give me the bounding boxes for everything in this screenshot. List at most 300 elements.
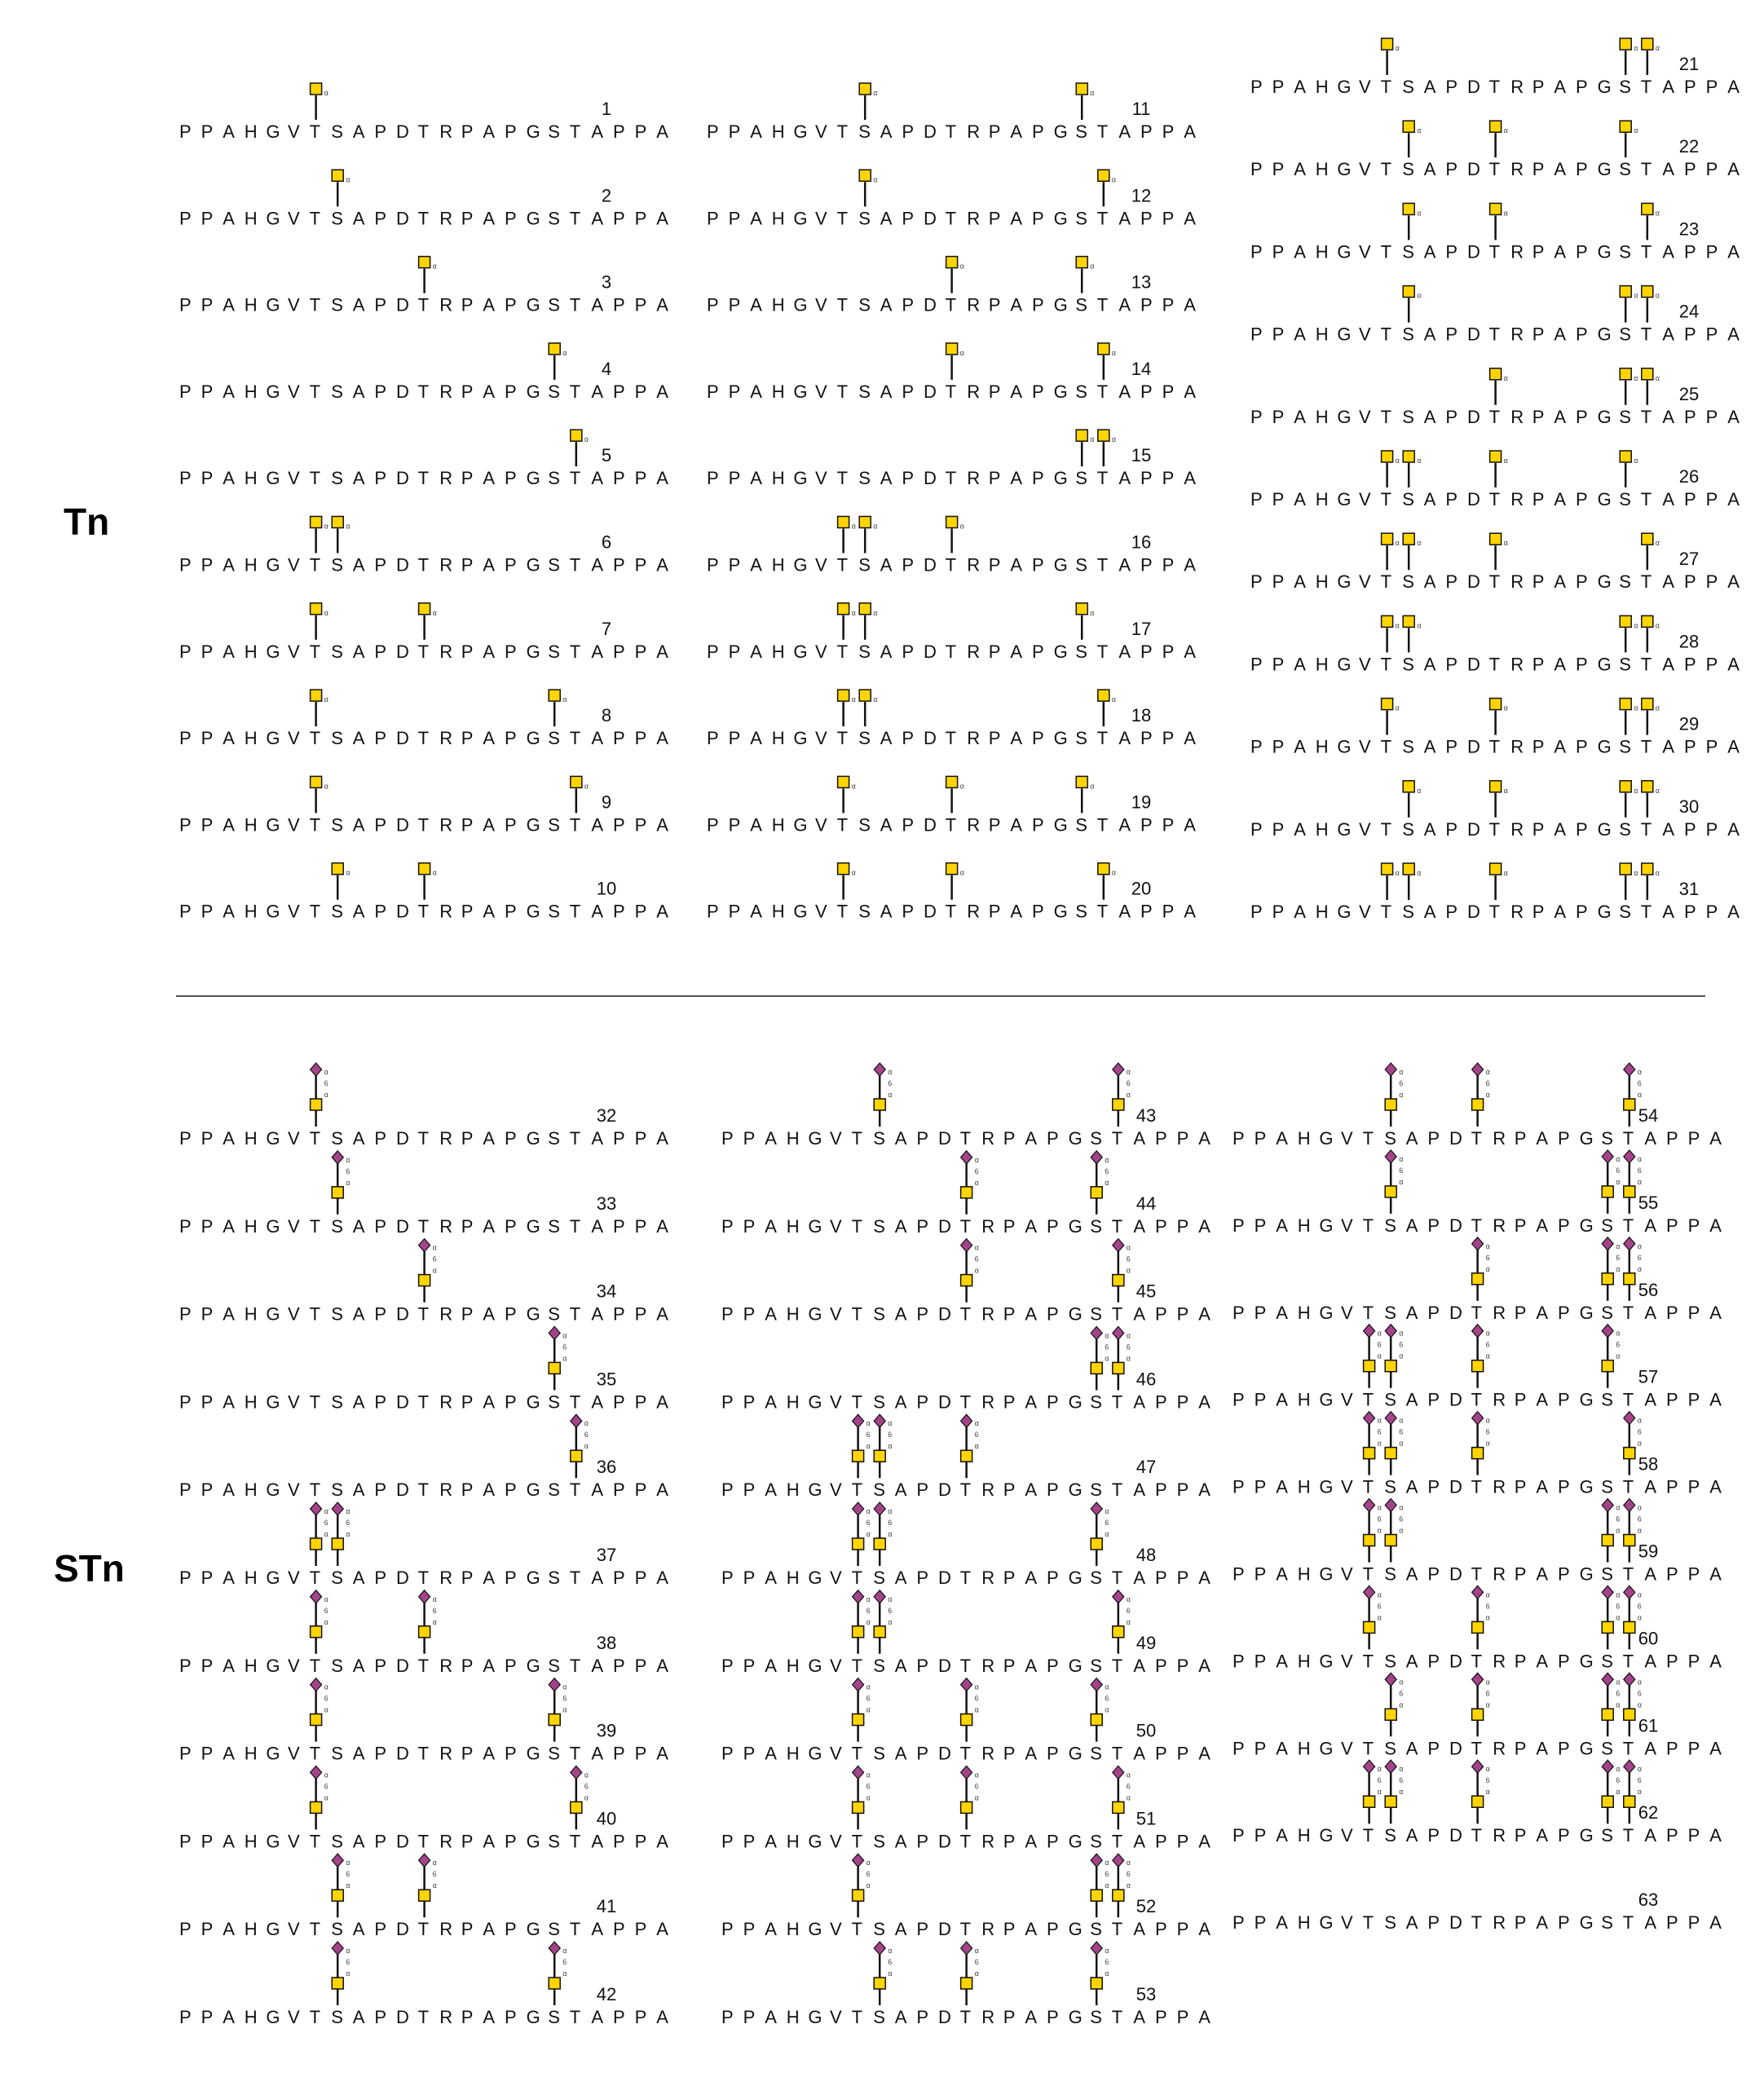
- tn-glycan-icon: [1620, 121, 1638, 157]
- svg-text:α: α: [346, 522, 351, 531]
- peptide-sequence: PPAHGVTSAPDTRPAPGSTAPPA: [179, 1655, 668, 1676]
- tn-glycan-icon: [571, 430, 589, 466]
- svg-text:6: 6: [1616, 1776, 1621, 1785]
- svg-text:α: α: [1637, 1678, 1643, 1687]
- peptide-number: 27: [1678, 549, 1700, 570]
- svg-text:6: 6: [1485, 1253, 1490, 1262]
- svg-text:6: 6: [1105, 1343, 1109, 1352]
- peptide-sequence: PPAHGVTSAPDTRPAPGSTAPPA: [721, 1831, 1211, 1852]
- peptide-23: [1250, 203, 1740, 262]
- tn-glycan-icon: [1403, 203, 1421, 240]
- svg-text:α: α: [324, 1594, 329, 1603]
- peptide-sequence: PPAHGVTSAPDTRPAPGSTAPPA: [179, 1479, 668, 1501]
- svg-text:α: α: [562, 1331, 567, 1340]
- peptide-10: [179, 863, 668, 922]
- peptide-number: 1: [601, 99, 612, 119]
- svg-text:α: α: [1655, 869, 1660, 877]
- tn-glycan-icon: [1382, 863, 1400, 900]
- svg-text:α: α: [1399, 1439, 1404, 1448]
- svg-text:6: 6: [1126, 1255, 1131, 1263]
- peptide-sequence: PPAHGVTSAPDTRPAPGSTAPPA: [707, 208, 1196, 229]
- peptide-number: 17: [1131, 618, 1152, 639]
- peptide-number: 54: [1638, 1105, 1659, 1126]
- svg-text:α: α: [959, 262, 964, 271]
- svg-text:α: α: [1090, 608, 1095, 617]
- peptide-number: 34: [596, 1281, 617, 1302]
- peptide-sequence: PPAHGVTSAPDTRPAPGSTAPPA: [179, 1303, 668, 1325]
- svg-text:α: α: [1616, 1264, 1621, 1273]
- svg-text:α: α: [1637, 1177, 1643, 1186]
- peptide-number: 3: [601, 271, 612, 293]
- svg-text:α: α: [432, 868, 437, 877]
- peptide-61: [1233, 1673, 1722, 1758]
- peptide-20: [707, 863, 1196, 922]
- peptide-sequence: PPAHGVTSAPDTRPAPGSTAPPA: [707, 294, 1196, 315]
- peptide-59: [1233, 1499, 1722, 1585]
- svg-text:6: 6: [1399, 1776, 1404, 1785]
- tn-glycan-icon: [946, 776, 964, 813]
- svg-text:α: α: [1377, 1329, 1382, 1338]
- svg-text:α: α: [888, 1442, 893, 1451]
- tn-glycan-icon: [838, 776, 856, 813]
- peptide-sequence: PPAHGVTSAPDTRPAPGSTAPPA: [179, 121, 668, 142]
- tn-glycan-icon: [311, 690, 329, 726]
- stn-glycan-icon: [853, 1590, 871, 1654]
- svg-text:6: 6: [1637, 1079, 1642, 1087]
- peptide-sequence: PPAHGVTSAPDTRPAPGSTAPPA: [721, 1391, 1211, 1413]
- stn-glycan-icon: [311, 1678, 329, 1742]
- svg-text:α: α: [1105, 1947, 1109, 1955]
- svg-text:6: 6: [1616, 1602, 1621, 1611]
- svg-text:α: α: [974, 1705, 979, 1714]
- svg-text:α: α: [1399, 1678, 1404, 1687]
- svg-text:α: α: [873, 608, 878, 617]
- svg-text:α: α: [1485, 1788, 1490, 1797]
- peptide-38: [179, 1590, 668, 1676]
- peptide-sequence: PPAHGVTSAPDTRPAPGSTAPPA: [179, 641, 668, 662]
- peptide-number: 45: [1136, 1281, 1157, 1302]
- peptide-number: 20: [1131, 878, 1152, 899]
- svg-text:α: α: [324, 782, 329, 791]
- tn-glycan-icon: [859, 517, 877, 553]
- peptide-50: [721, 1678, 1211, 1764]
- svg-text:α: α: [324, 608, 329, 617]
- peptide-sequence: PPAHGVTSAPDTRPAPGSTAPPA: [179, 901, 668, 922]
- peptide-number: 25: [1678, 383, 1700, 404]
- stn-glycan-icon: [961, 1766, 979, 1829]
- tn-glycan-icon: [419, 257, 437, 293]
- peptide-sequence: PPAHGVTSAPDTRPAPGSTAPPA: [179, 1831, 668, 1852]
- peptide-number: 7: [601, 618, 612, 639]
- tn-glycan-icon: [1403, 533, 1421, 570]
- svg-text:α: α: [346, 1178, 351, 1187]
- peptide-29: [1250, 699, 1740, 757]
- svg-text:6: 6: [1126, 1079, 1131, 1087]
- stn-glycan-icon: [419, 1239, 437, 1303]
- tn-glycan-icon: [1403, 863, 1421, 900]
- svg-text:α: α: [1485, 1765, 1490, 1774]
- svg-text:6: 6: [432, 1870, 437, 1879]
- stn-glycan-icon: [1364, 1585, 1382, 1649]
- tn-glycan-icon: [1382, 451, 1400, 487]
- tn-glycan-icon: [1098, 863, 1116, 900]
- svg-text:α: α: [974, 1155, 979, 1164]
- svg-text:6: 6: [1637, 1602, 1642, 1611]
- tn-glycan-icon: [1642, 286, 1660, 323]
- svg-text:6: 6: [562, 1343, 567, 1352]
- stn-glycan-icon: [853, 1766, 871, 1829]
- peptide-44: [721, 1151, 1211, 1237]
- stn-glycan-icon: [1385, 1412, 1403, 1475]
- svg-text:α: α: [1616, 1177, 1621, 1186]
- svg-text:α: α: [584, 1442, 589, 1451]
- peptide-46: [721, 1326, 1211, 1412]
- svg-text:α: α: [1105, 1859, 1109, 1868]
- svg-text:α: α: [584, 435, 589, 444]
- svg-text:6: 6: [1126, 1870, 1131, 1879]
- svg-text:α: α: [873, 695, 878, 704]
- stn-glycan-icon: [1364, 1760, 1382, 1823]
- stn-glycan-icon: [1091, 1151, 1109, 1215]
- svg-text:α: α: [432, 1243, 437, 1252]
- peptide-sequence: PPAHGVTSAPDTRPAPGSTAPPA: [721, 1479, 1211, 1501]
- peptide-sequence: PPAHGVTSAPDTRPAPGSTAPPA: [1233, 1738, 1722, 1759]
- stn-glycan-icon: [1091, 1502, 1109, 1566]
- svg-text:α: α: [1637, 1154, 1643, 1163]
- svg-text:α: α: [851, 608, 856, 617]
- svg-text:α: α: [866, 1442, 871, 1451]
- peptide-56: [1233, 1237, 1722, 1323]
- tn-glycan-icon: [1403, 286, 1421, 323]
- svg-text:α: α: [346, 1530, 351, 1538]
- svg-text:α: α: [1634, 373, 1638, 382]
- peptide-number: 37: [596, 1545, 617, 1565]
- svg-text:α: α: [432, 1881, 437, 1890]
- tn-glycan-icon: [1642, 615, 1660, 652]
- svg-text:α: α: [1616, 1526, 1621, 1535]
- svg-text:α: α: [1126, 1771, 1131, 1779]
- tn-glycan-icon: [1076, 603, 1094, 640]
- peptide-55: [1233, 1150, 1722, 1236]
- svg-text:6: 6: [1485, 1776, 1490, 1785]
- svg-text:α: α: [888, 1507, 893, 1515]
- svg-text:α: α: [346, 1155, 351, 1164]
- svg-text:α: α: [1655, 209, 1660, 218]
- svg-text:α: α: [974, 1793, 979, 1802]
- svg-text:6: 6: [562, 1694, 567, 1703]
- svg-text:6: 6: [1399, 1166, 1404, 1175]
- svg-text:6: 6: [324, 1519, 329, 1527]
- svg-text:6: 6: [974, 1958, 979, 1966]
- peptide-number: 48: [1136, 1545, 1157, 1565]
- svg-text:α: α: [1637, 1091, 1643, 1099]
- tn-glycan-icon: [419, 863, 437, 900]
- svg-text:6: 6: [1399, 1515, 1404, 1524]
- stn-glycan-icon: [332, 1502, 350, 1566]
- peptide-number: 61: [1638, 1715, 1659, 1736]
- peptide-21: [1250, 38, 1740, 97]
- tn-glycan-icon: [419, 603, 437, 640]
- peptide-sequence: PPAHGVTSAPDTRPAPGSTAPPA: [1233, 1563, 1722, 1585]
- svg-text:α: α: [1126, 1594, 1131, 1603]
- peptide-number: 23: [1678, 218, 1700, 240]
- svg-text:α: α: [1377, 1439, 1382, 1448]
- svg-text:α: α: [324, 1705, 329, 1714]
- svg-text:α: α: [1377, 1788, 1382, 1797]
- svg-text:α: α: [1637, 1503, 1643, 1512]
- tn-glycan-icon: [1382, 38, 1400, 75]
- svg-text:α: α: [1616, 1352, 1621, 1360]
- peptide-13: [707, 257, 1196, 315]
- peptide-number: 14: [1131, 358, 1152, 379]
- svg-text:α: α: [584, 1771, 589, 1779]
- peptide-sequence: PPAHGVTSAPDTRPAPGSTAPPA: [721, 1303, 1211, 1325]
- peptide-11: [707, 83, 1196, 142]
- tn-glycan-icon: [946, 517, 964, 553]
- tn-glycan-icon: [332, 170, 350, 206]
- svg-text:α: α: [346, 868, 351, 877]
- svg-text:α: α: [1637, 1526, 1643, 1535]
- svg-text:6: 6: [974, 1255, 979, 1263]
- svg-text:α: α: [1485, 1091, 1490, 1099]
- svg-text:α: α: [1399, 1503, 1404, 1512]
- peptide-sequence: PPAHGVTSAPDTRPAPGSTAPPA: [707, 728, 1196, 749]
- svg-text:6: 6: [1377, 1340, 1382, 1349]
- peptide-58: [1233, 1412, 1722, 1497]
- stn-glycan-icon: [311, 1063, 329, 1127]
- peptide-sequence: PPAHGVTSAPDTRPAPGSTAPPA: [179, 1919, 668, 1940]
- peptide-number: 42: [596, 1984, 617, 2004]
- peptide-number: 32: [596, 1105, 617, 1126]
- stn-glycan-icon: [1472, 1412, 1490, 1475]
- peptide-sequence: PPAHGVTSAPDTRPAPGSTAPPA: [1250, 654, 1740, 675]
- svg-text:α: α: [1399, 1352, 1404, 1360]
- svg-text:α: α: [562, 348, 567, 357]
- peptide-34: [179, 1239, 668, 1325]
- svg-text:α: α: [866, 1530, 871, 1538]
- stn-glycan-icon: [961, 1942, 979, 2005]
- svg-text:6: 6: [1126, 1606, 1131, 1615]
- peptide-sequence: PPAHGVTSAPDTRPAPGSTAPPA: [179, 554, 668, 575]
- peptide-sequence: PPAHGVTSAPDTRPAPGSTAPPA: [721, 2007, 1211, 2027]
- peptide-27: [1250, 533, 1740, 592]
- svg-text:6: 6: [974, 1166, 979, 1175]
- svg-text:α: α: [562, 695, 567, 704]
- tn-glycan-icon: [1098, 430, 1116, 466]
- peptide-62: [1233, 1760, 1722, 1845]
- svg-text:α: α: [1395, 703, 1400, 712]
- svg-text:6: 6: [888, 1958, 893, 1966]
- svg-text:α: α: [1655, 703, 1660, 712]
- peptide-number: 5: [601, 445, 612, 466]
- stn-glycan-icon: [1113, 1063, 1131, 1127]
- svg-text:α: α: [1111, 435, 1117, 444]
- peptide-18: [707, 690, 1196, 748]
- peptide-7: [179, 603, 668, 662]
- svg-text:6: 6: [1616, 1340, 1621, 1349]
- svg-text:6: 6: [1377, 1602, 1382, 1611]
- svg-text:α: α: [1090, 782, 1095, 791]
- svg-text:α: α: [1105, 1354, 1109, 1363]
- svg-text:6: 6: [584, 1431, 589, 1440]
- tn-glycan-icon: [1403, 781, 1421, 818]
- svg-text:α: α: [1395, 621, 1400, 630]
- tn-glycan-icon: [1076, 83, 1094, 120]
- svg-text:α: α: [959, 522, 964, 531]
- svg-text:α: α: [1503, 209, 1508, 218]
- stn-glycan-icon: [874, 1502, 892, 1566]
- svg-text:α: α: [1377, 1590, 1382, 1599]
- svg-text:α: α: [1105, 1178, 1109, 1187]
- tn-glycan-icon: [1490, 781, 1508, 818]
- stn-glycan-icon: [1385, 1325, 1403, 1388]
- tn-glycan-icon: [1642, 38, 1660, 75]
- tn-glycan-icon: [946, 863, 964, 900]
- svg-text:α: α: [1105, 1507, 1109, 1515]
- svg-text:6: 6: [1485, 1602, 1490, 1611]
- svg-text:α: α: [1485, 1700, 1490, 1709]
- stn-glycan-icon: [1602, 1585, 1620, 1649]
- tn-glycan-icon: [838, 603, 856, 640]
- svg-text:α: α: [1634, 291, 1638, 300]
- peptide-57: [1233, 1325, 1722, 1410]
- svg-text:α: α: [851, 695, 856, 704]
- svg-text:α: α: [888, 1594, 893, 1603]
- svg-text:6: 6: [888, 1079, 893, 1087]
- peptide-37: [179, 1502, 668, 1588]
- svg-text:6: 6: [432, 1606, 437, 1615]
- svg-text:α: α: [888, 1617, 893, 1626]
- svg-text:6: 6: [1399, 1689, 1404, 1698]
- peptide-number: 30: [1678, 796, 1700, 817]
- svg-text:α: α: [1503, 539, 1508, 548]
- svg-text:α: α: [324, 1068, 329, 1076]
- peptide-41: [179, 1854, 668, 1939]
- svg-text:α: α: [959, 868, 964, 877]
- peptide-1: [179, 83, 668, 142]
- tn-glycan-icon: [946, 343, 964, 380]
- svg-text:6: 6: [1377, 1776, 1382, 1785]
- peptide-49: [721, 1590, 1211, 1676]
- svg-text:α: α: [1090, 262, 1095, 271]
- peptide-9: [179, 776, 668, 835]
- svg-text:6: 6: [1616, 1253, 1621, 1262]
- svg-text:α: α: [1105, 1682, 1109, 1691]
- peptide-number: 29: [1678, 713, 1700, 734]
- svg-text:α: α: [1655, 373, 1660, 382]
- peptide-sequence: PPAHGVTSAPDTRPAPGSTAPPA: [1250, 241, 1740, 262]
- tn-glycan-icon: [571, 776, 589, 813]
- stn-glycan-icon: [961, 1414, 979, 1478]
- svg-text:α: α: [1105, 1331, 1109, 1340]
- svg-text:α: α: [1637, 1700, 1643, 1709]
- svg-text:6: 6: [324, 1606, 329, 1615]
- peptide-number: 60: [1638, 1628, 1659, 1649]
- svg-text:6: 6: [1105, 1870, 1109, 1879]
- svg-text:6: 6: [1637, 1253, 1642, 1262]
- svg-text:α: α: [1503, 869, 1508, 877]
- svg-text:α: α: [432, 262, 437, 271]
- svg-text:α: α: [562, 1682, 567, 1691]
- svg-text:α: α: [1485, 1241, 1490, 1250]
- tn-glycan-icon: [549, 343, 567, 380]
- peptide-number: 19: [1131, 792, 1152, 813]
- peptide-number: 46: [1136, 1369, 1157, 1390]
- svg-text:α: α: [346, 175, 351, 184]
- tn-glycan-icon: [1620, 38, 1638, 75]
- svg-text:α: α: [888, 1969, 893, 1978]
- svg-text:α: α: [1377, 1416, 1382, 1425]
- stn-glycan-icon: [332, 1942, 350, 2005]
- svg-text:α: α: [866, 1771, 871, 1779]
- tn-glycan-icon: [1490, 203, 1508, 240]
- stn-glycan-icon: [311, 1766, 329, 1829]
- svg-text:6: 6: [346, 1870, 351, 1879]
- tn-glycan-icon: [1490, 451, 1508, 487]
- stn-glycan-icon: [1364, 1412, 1382, 1475]
- svg-text:α: α: [584, 1793, 589, 1802]
- stn-glycan-icon: [874, 1063, 892, 1127]
- svg-text:α: α: [1634, 456, 1638, 465]
- peptide-48: [721, 1502, 1211, 1588]
- peptide-sequence: PPAHGVTSAPDTRPAPGSTAPPA: [1250, 77, 1740, 97]
- peptide-15: [707, 430, 1196, 488]
- svg-text:α: α: [1399, 1788, 1404, 1797]
- svg-text:6: 6: [866, 1870, 871, 1879]
- peptide-number: 13: [1131, 271, 1152, 293]
- peptide-sequence: PPAHGVTSAPDTRPAPGSTAPPA: [179, 381, 668, 402]
- svg-text:α: α: [959, 348, 964, 357]
- peptide-number: 41: [596, 1896, 617, 1917]
- peptide-sequence: PPAHGVTSAPDTRPAPGSTAPPA: [179, 1743, 668, 1764]
- stn-glycan-icon: [1602, 1325, 1620, 1388]
- peptide-6: [179, 517, 668, 575]
- svg-text:α: α: [1616, 1678, 1621, 1687]
- peptide-number: 40: [596, 1808, 617, 1829]
- svg-text:α: α: [324, 1530, 329, 1538]
- svg-text:α: α: [873, 522, 878, 531]
- svg-text:α: α: [866, 1793, 871, 1802]
- peptide-14: [707, 343, 1196, 402]
- peptide-sequence: PPAHGVTSAPDTRPAPGSTAPPA: [179, 2007, 668, 2027]
- tn-glycan-icon: [1620, 699, 1638, 735]
- svg-text:α: α: [1111, 175, 1117, 184]
- svg-text:6: 6: [1485, 1340, 1490, 1349]
- peptide-number: 35: [596, 1369, 617, 1390]
- svg-text:α: α: [1417, 291, 1422, 300]
- stn-glycan-icon: [853, 1414, 871, 1478]
- peptide-35: [179, 1326, 668, 1412]
- svg-text:α: α: [1126, 1091, 1131, 1099]
- svg-text:6: 6: [1616, 1166, 1621, 1175]
- svg-text:α: α: [974, 1243, 979, 1252]
- stn-glycan-icon: [1091, 1678, 1109, 1742]
- peptide-number: 38: [596, 1632, 617, 1653]
- tn-glycan-icon: [332, 517, 350, 553]
- peptide-4: [179, 343, 668, 402]
- svg-text:α: α: [974, 1969, 979, 1978]
- peptide-sequence: PPAHGVTSAPDTRPAPGSTAPPA: [1250, 818, 1740, 840]
- peptide-sequence: PPAHGVTSAPDTRPAPGSTAPPA: [1250, 736, 1740, 757]
- tn-glycan-icon: [1076, 776, 1094, 813]
- svg-text:α: α: [1634, 621, 1638, 630]
- svg-text:α: α: [1485, 1329, 1490, 1338]
- tn-glycan-icon: [1098, 170, 1116, 206]
- svg-text:α: α: [432, 1617, 437, 1626]
- svg-text:α: α: [1655, 621, 1660, 630]
- stn-glycan-icon: [571, 1766, 589, 1829]
- stn-glycan-icon: [1472, 1585, 1490, 1649]
